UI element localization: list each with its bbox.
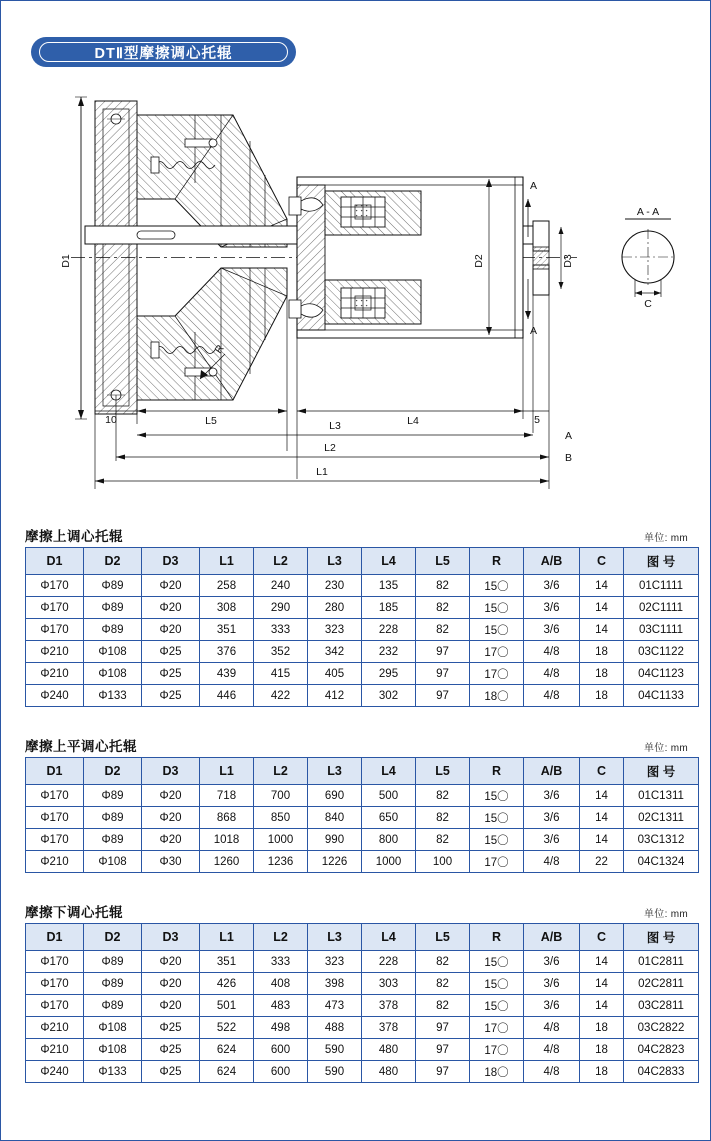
cell: 14 <box>580 575 624 597</box>
cell: Φ170 <box>26 597 84 619</box>
cell: Φ20 <box>142 807 200 829</box>
col-header: L5 <box>416 758 470 785</box>
col-header: L4 <box>362 758 416 785</box>
cell: 97 <box>416 1017 470 1039</box>
cell: 01C1111 <box>624 575 699 597</box>
col-header: L1 <box>200 548 254 575</box>
col-header: L2 <box>254 924 308 951</box>
spec-table-3 <box>25 923 699 1083</box>
page-title-inner <box>39 42 288 62</box>
col-header: D1 <box>26 924 84 951</box>
cell: Φ133 <box>84 1061 142 1083</box>
section-1-title: 摩擦上调心托辊 <box>25 529 123 544</box>
cell: 342 <box>308 641 362 663</box>
cell: 14 <box>580 951 624 973</box>
cell: 323 <box>308 951 362 973</box>
cell: 97 <box>416 641 470 663</box>
cell: 1226 <box>308 851 362 873</box>
cell: 4/8 <box>524 663 580 685</box>
col-header: A/B <box>524 924 580 951</box>
cell: 333 <box>254 619 308 641</box>
cell: 97 <box>416 685 470 707</box>
col-header: L1 <box>200 758 254 785</box>
cell: 3/6 <box>524 619 580 641</box>
cell: 15〇 <box>470 807 524 829</box>
cell: 18 <box>580 1039 624 1061</box>
cell: 1000 <box>254 829 308 851</box>
table-row <box>26 575 699 597</box>
section-3-unit: 单位: mm <box>643 909 688 920</box>
cell: 15〇 <box>470 619 524 641</box>
col-header: L5 <box>416 924 470 951</box>
cell: 302 <box>362 685 416 707</box>
cell: 82 <box>416 575 470 597</box>
cell: 04C1133 <box>624 685 699 707</box>
cell: 990 <box>308 829 362 851</box>
cell: 03C1111 <box>624 619 699 641</box>
col-header: D3 <box>142 758 200 785</box>
col-header: D1 <box>26 758 84 785</box>
cell: 4/8 <box>524 1061 580 1083</box>
cell: 14 <box>580 807 624 829</box>
cell: 840 <box>308 807 362 829</box>
cell: Φ240 <box>26 1061 84 1083</box>
cell: Φ170 <box>26 807 84 829</box>
cell: 718 <box>200 785 254 807</box>
technical-drawing <box>25 79 690 509</box>
cell: Φ108 <box>84 1039 142 1061</box>
cell: Φ25 <box>142 1017 200 1039</box>
cell: 408 <box>254 973 308 995</box>
cell: Φ20 <box>142 829 200 851</box>
cell: 232 <box>362 641 416 663</box>
cell: 82 <box>416 785 470 807</box>
cell: 376 <box>200 641 254 663</box>
cell: 480 <box>362 1039 416 1061</box>
section-1-head <box>25 525 688 547</box>
section-mark-a-top: A <box>530 180 538 192</box>
cell: Φ89 <box>84 995 142 1017</box>
cell: 415 <box>254 663 308 685</box>
cell: 488 <box>308 1017 362 1039</box>
cell: 18 <box>580 1061 624 1083</box>
cell: 82 <box>416 951 470 973</box>
cell: 4/8 <box>524 1017 580 1039</box>
cell: Φ89 <box>84 785 142 807</box>
cell: Φ30 <box>142 851 200 873</box>
col-header: L1 <box>200 924 254 951</box>
cell: 590 <box>308 1039 362 1061</box>
table-row <box>26 829 699 851</box>
col-header: R <box>470 548 524 575</box>
cell: 700 <box>254 785 308 807</box>
cell: Φ108 <box>84 851 142 873</box>
cell: Φ170 <box>26 951 84 973</box>
cell: 323 <box>308 619 362 641</box>
dim-label-d1: D1 <box>60 254 72 268</box>
section-3-title: 摩擦下调心托辊 <box>25 905 123 920</box>
cell: 1260 <box>200 851 254 873</box>
cell: 18 <box>580 685 624 707</box>
cell: 01C2811 <box>624 951 699 973</box>
cell: 01C1311 <box>624 785 699 807</box>
cell: 308 <box>200 597 254 619</box>
col-header: L5 <box>416 548 470 575</box>
dim-label-l1: L1 <box>316 466 328 478</box>
cell: 14 <box>580 785 624 807</box>
cell: Φ170 <box>26 619 84 641</box>
section-friction-upper-self-aligning <box>25 525 688 707</box>
dim-label-5: 5 <box>534 414 540 426</box>
cell: 230 <box>308 575 362 597</box>
section-2-title: 摩擦上平调心托辊 <box>25 739 137 754</box>
cell: 03C1312 <box>624 829 699 851</box>
cell: 258 <box>200 575 254 597</box>
cell: 97 <box>416 663 470 685</box>
col-header: L2 <box>254 758 308 785</box>
cell: 18〇 <box>470 1061 524 1083</box>
cell: 3/6 <box>524 973 580 995</box>
cell: 97 <box>416 1039 470 1061</box>
cell: 351 <box>200 619 254 641</box>
cell: 15〇 <box>470 951 524 973</box>
dim-label-l4: L4 <box>407 415 419 427</box>
cell: 228 <box>362 951 416 973</box>
cell: 3/6 <box>524 597 580 619</box>
cell: Φ20 <box>142 597 200 619</box>
cell: 500 <box>362 785 416 807</box>
cell: 800 <box>362 829 416 851</box>
cell: 3/6 <box>524 951 580 973</box>
col-header: L2 <box>254 548 308 575</box>
cell: 240 <box>254 575 308 597</box>
col-header: L4 <box>362 924 416 951</box>
cell: Φ89 <box>84 597 142 619</box>
dim-label-l3: L3 <box>329 420 341 432</box>
cell: Φ89 <box>84 619 142 641</box>
col-header: C <box>580 758 624 785</box>
cell: 4/8 <box>524 641 580 663</box>
cell: 3/6 <box>524 829 580 851</box>
col-header: L3 <box>308 548 362 575</box>
cell: 3/6 <box>524 995 580 1017</box>
cell: 02C2811 <box>624 973 699 995</box>
section-view-title: A - A <box>636 206 660 218</box>
cell: 185 <box>362 597 416 619</box>
cell: 04C2833 <box>624 1061 699 1083</box>
cell: 04C1324 <box>624 851 699 873</box>
cell: 97 <box>416 1061 470 1083</box>
dim-label-l5: L5 <box>205 415 217 427</box>
cell: 15〇 <box>470 995 524 1017</box>
cell: 3/6 <box>524 785 580 807</box>
table-row <box>26 663 699 685</box>
cell: Φ89 <box>84 829 142 851</box>
cell: Φ133 <box>84 685 142 707</box>
dim-label-c: C <box>644 298 652 310</box>
cell: 03C2822 <box>624 1017 699 1039</box>
cell: 868 <box>200 807 254 829</box>
cell: 3/6 <box>524 807 580 829</box>
col-header: C <box>580 548 624 575</box>
cell: Φ210 <box>26 851 84 873</box>
cell: 624 <box>200 1061 254 1083</box>
cell: Φ89 <box>84 807 142 829</box>
cell: 04C1123 <box>624 663 699 685</box>
dim-label-d2: D2 <box>473 254 485 268</box>
cell: Φ25 <box>142 641 200 663</box>
table-row <box>26 785 699 807</box>
table-row <box>26 619 699 641</box>
cell: 14 <box>580 973 624 995</box>
cell: 14 <box>580 597 624 619</box>
cell: Φ89 <box>84 973 142 995</box>
section-mark-a-bottom: A <box>530 325 538 337</box>
table-row <box>26 685 699 707</box>
cell: 1000 <box>362 851 416 873</box>
cell: 624 <box>200 1039 254 1061</box>
cell: 422 <box>254 685 308 707</box>
cell: 850 <box>254 807 308 829</box>
cell: 82 <box>416 829 470 851</box>
section-1-unit: 单位: mm <box>643 533 688 544</box>
cell: 405 <box>308 663 362 685</box>
cell: 280 <box>308 597 362 619</box>
dim-label-d3: D3 <box>562 254 574 268</box>
cell: 352 <box>254 641 308 663</box>
page-title-banner <box>31 37 296 67</box>
table-row <box>26 1039 699 1061</box>
cell: 18 <box>580 1017 624 1039</box>
dim-label-b-right: B <box>565 452 573 464</box>
cell: 4/8 <box>524 851 580 873</box>
table-row <box>26 597 699 619</box>
cell: 398 <box>308 973 362 995</box>
cell: 17〇 <box>470 663 524 685</box>
cell: 15〇 <box>470 597 524 619</box>
cell: 82 <box>416 995 470 1017</box>
cell: 483 <box>254 995 308 1017</box>
spec-table-1 <box>25 547 699 707</box>
cell: 290 <box>254 597 308 619</box>
table-row <box>26 641 699 663</box>
col-header: C <box>580 924 624 951</box>
cell: 14 <box>580 995 624 1017</box>
cell: 426 <box>200 973 254 995</box>
cell: Φ25 <box>142 1039 200 1061</box>
section-friction-upper-flat-self-aligning <box>25 735 688 873</box>
cell: 82 <box>416 973 470 995</box>
table-header-row <box>26 924 699 951</box>
cell: 3/6 <box>524 575 580 597</box>
cell: 04C2823 <box>624 1039 699 1061</box>
cell: Φ89 <box>84 951 142 973</box>
cell: Φ20 <box>142 973 200 995</box>
cell: Φ170 <box>26 575 84 597</box>
cell: 412 <box>308 685 362 707</box>
cell: 14 <box>580 829 624 851</box>
cell: Φ20 <box>142 575 200 597</box>
cell: 82 <box>416 619 470 641</box>
col-header: 图 号 <box>624 924 699 951</box>
cell: 590 <box>308 1061 362 1083</box>
cell: 15〇 <box>470 785 524 807</box>
col-header: A/B <box>524 548 580 575</box>
cell: Φ170 <box>26 973 84 995</box>
page-title: DTⅡ型摩擦调心托辊 <box>94 45 233 62</box>
cell: 100 <box>416 851 470 873</box>
cell: Φ170 <box>26 995 84 1017</box>
cell: 498 <box>254 1017 308 1039</box>
table-header-row <box>26 758 699 785</box>
cell: 17〇 <box>470 641 524 663</box>
cell: 600 <box>254 1061 308 1083</box>
cell: Φ108 <box>84 641 142 663</box>
cell: 4/8 <box>524 1039 580 1061</box>
cell: 650 <box>362 807 416 829</box>
cell: 17〇 <box>470 1039 524 1061</box>
cell: Φ25 <box>142 1061 200 1083</box>
cell: 446 <box>200 685 254 707</box>
table-row <box>26 973 699 995</box>
cell: 333 <box>254 951 308 973</box>
cell: 600 <box>254 1039 308 1061</box>
cell: Φ20 <box>142 785 200 807</box>
col-header: D2 <box>84 548 142 575</box>
cell: 295 <box>362 663 416 685</box>
cell: 03C2811 <box>624 995 699 1017</box>
cell: 351 <box>200 951 254 973</box>
cell: 17〇 <box>470 1017 524 1039</box>
col-header: D2 <box>84 758 142 785</box>
cell: 02C1111 <box>624 597 699 619</box>
table-row <box>26 807 699 829</box>
cell: 18〇 <box>470 685 524 707</box>
cell: Φ210 <box>26 1017 84 1039</box>
cell: 22 <box>580 851 624 873</box>
cell: Φ240 <box>26 685 84 707</box>
cell: 522 <box>200 1017 254 1039</box>
col-header: D3 <box>142 924 200 951</box>
col-header: R <box>470 924 524 951</box>
table-row <box>26 995 699 1017</box>
col-header: A/B <box>524 758 580 785</box>
cell: 82 <box>416 807 470 829</box>
col-header: L3 <box>308 924 362 951</box>
cell: Φ170 <box>26 785 84 807</box>
cell: Φ210 <box>26 641 84 663</box>
cell: Φ108 <box>84 663 142 685</box>
col-header: L4 <box>362 548 416 575</box>
cell: 15〇 <box>470 575 524 597</box>
col-header: D2 <box>84 924 142 951</box>
section-3-head <box>25 901 688 923</box>
cell: 378 <box>362 1017 416 1039</box>
cell: 1018 <box>200 829 254 851</box>
cell: 02C1311 <box>624 807 699 829</box>
cell: 17〇 <box>470 851 524 873</box>
dim-label-10: 10 <box>105 414 117 426</box>
cell: Φ20 <box>142 619 200 641</box>
cell: 473 <box>308 995 362 1017</box>
table-row <box>26 951 699 973</box>
col-header: D1 <box>26 548 84 575</box>
col-header: 图 号 <box>624 758 699 785</box>
cell: 03C1122 <box>624 641 699 663</box>
cell: 135 <box>362 575 416 597</box>
cell: 690 <box>308 785 362 807</box>
dim-label-a-right: A <box>565 430 573 442</box>
table-row <box>26 1017 699 1039</box>
section-2-head <box>25 735 688 757</box>
cell: 18 <box>580 663 624 685</box>
cell: 439 <box>200 663 254 685</box>
cell: 18 <box>580 641 624 663</box>
cell: 228 <box>362 619 416 641</box>
cell: Φ25 <box>142 663 200 685</box>
cell: Φ25 <box>142 685 200 707</box>
cell: 1236 <box>254 851 308 873</box>
cell: 303 <box>362 973 416 995</box>
dim-label-l2: L2 <box>324 442 336 454</box>
section-2-unit: 单位: mm <box>643 743 688 754</box>
cell: Φ89 <box>84 575 142 597</box>
cell: 15〇 <box>470 829 524 851</box>
cell: Φ108 <box>84 1017 142 1039</box>
col-header: D3 <box>142 548 200 575</box>
dim-label-r: R <box>212 342 227 356</box>
spec-table-2 <box>25 757 699 873</box>
table-row <box>26 851 699 873</box>
table-header-row <box>26 548 699 575</box>
cell: 480 <box>362 1061 416 1083</box>
table-row <box>26 1061 699 1083</box>
col-header: L3 <box>308 758 362 785</box>
cell: 4/8 <box>524 685 580 707</box>
cell: 501 <box>200 995 254 1017</box>
cell: 14 <box>580 619 624 641</box>
cell: 15〇 <box>470 973 524 995</box>
col-header: 图 号 <box>624 548 699 575</box>
section-friction-lower-self-aligning <box>25 901 688 1083</box>
cell: Φ210 <box>26 1039 84 1061</box>
col-header: R <box>470 758 524 785</box>
cell: Φ20 <box>142 995 200 1017</box>
cell: 82 <box>416 597 470 619</box>
cell: Φ170 <box>26 829 84 851</box>
cell: Φ210 <box>26 663 84 685</box>
cell: Φ20 <box>142 951 200 973</box>
cell: 378 <box>362 995 416 1017</box>
